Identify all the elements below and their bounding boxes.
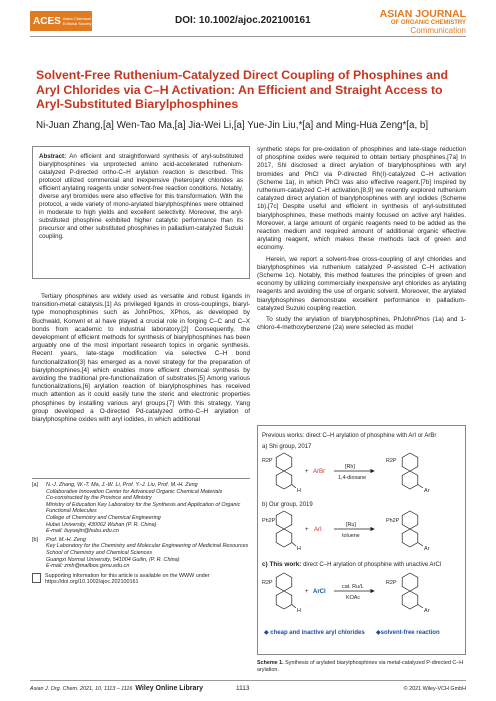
scheme-c-plus: + <box>305 589 309 595</box>
scheme-c-product-r2p: R2P <box>386 580 397 586</box>
scheme-1-caption <box>257 660 466 673</box>
scheme-b-product <box>402 511 423 547</box>
scheme-a-product <box>402 453 423 489</box>
footnote-line: Collaborative Innovation Center for Advanced Organic Chemical Materials <box>46 488 223 495</box>
scheme-c-reagent: ArCl <box>313 589 326 595</box>
scheme-c-label-bold: c) This work: <box>262 561 302 568</box>
scheme-a-product-r2p: R2P <box>386 458 397 464</box>
header-divider <box>30 36 466 37</box>
scheme-c-catalyst: cat. Ru/L <box>342 584 364 590</box>
footnote-label: [a] <box>32 482 38 488</box>
footnote-email[interactable]: E-mail: zmh@mailbox.gxnu.edu.cn <box>46 563 130 570</box>
scheme-a-plus: + <box>305 469 309 475</box>
author-list: Ni-Juan Zhang,[a] Wen-Tao Ma,[a] Jia-Wei Li,[a] Yue-Jin Liu,*[a] and Ming-Hua Zeng*[a, b] <box>36 120 429 131</box>
caption-text: Synthesis of arylated biarylphosphines via metal-catalyzed P-directed C–H arylation. <box>257 660 464 673</box>
footnote-line: N.-J. Zhang, W.-T. Ma, J.-W. Li, Prof. Y.-J. Liu, Prof. M.-H. Zeng <box>46 482 198 488</box>
body-paragraph: Tertiary phosphines are widely used as versatile and robust ligands in transition-metal catalysis.[1] As privileged ligands in cross-couplings, biaryl-type monophosphines such as JohnPhos, XPhos, as developed by Buchwald, Konwnl et al have played a crucial role in forging C–C and C–X bonds from academic to industrial laboratory.[2] Consequently, the development of efficient methods for synthesis of biarylphosphines has been arguably one of the most important research topics in organic synthesis. Recent years, late-stage modification via selective C–H bond functionalization[3] has emerged as a novel strategy for the preparation of biarylphosphines,[4] which enables more efficient chemical synthesis by avoiding the traditional pre-functionalization of substrates.[5] Among various functionalizations,[6] arylation reaction of biarylphosphines has received much attention as it could easily tune the steric and electronic properties phosphines by installing various aryl groups.[7] With this strategy, Yang group developed a O-directed Pd-catalyzed ortho-C–H arylation of biarylphosphine oxides with aryl iodides, in which additional <box>32 293 250 424</box>
footnote-line: College of Chemistry and Chemical Engineering <box>46 514 161 521</box>
scheme-c-label <box>262 561 441 568</box>
scheme-c-product-ar: Ar <box>424 608 430 614</box>
scheme-c-r2p: R2P <box>262 580 273 586</box>
scheme-b-solvent: toluene <box>342 533 360 539</box>
publisher-logo: ACES Asian Chemical Editorial Society <box>30 11 92 31</box>
scheme-highlight-solvent-free: ◆solvent-free reaction <box>376 630 440 636</box>
footnote-line: Prof. M.-H. Zeng <box>46 536 86 543</box>
supporting-info-note <box>32 573 250 586</box>
journal-name: ASIAN JOURNAL <box>379 8 466 20</box>
caption-label: Scheme 1. <box>257 660 284 666</box>
scheme-a-h: H <box>297 488 301 494</box>
footnote-a <box>32 482 250 535</box>
page-number: 1113 <box>236 685 250 692</box>
scheme-b-ph2p: Ph2P <box>262 518 276 524</box>
footer-citation <box>30 685 203 692</box>
body-right-column <box>257 146 466 332</box>
scheme-c-product <box>402 573 423 609</box>
scheme-b-catalyst: [Ru] <box>346 522 356 528</box>
body-paragraph: synthetic steps for pre-oxidation of phosphines and late-stage reduction of phosphine oxides were required to obtain tertiary phosphines.[7a] In 2017, Shi disclosed a direct arylation of biarylphosphines with aryl bromides and PhCl via P-directed Rh(I)-catalyzed C–H activation (Scheme 1a), in which PhCl was also effective reagent.[7b] Inspired by ruthenium-catalyzed C–H activation,[8,9] we recently explored ruthenium catalyzed direct arylation of biarylphosphines with aryl iodides (Scheme 1b).[7c] Despite useful and efficient in synthesis of aryl-substituted biarylphosphines, these methods mainly focused on active aryl halides. Moreover, a large amount of organic reagents need to be added as the reaction medium and required amount of additional organic effective arylating reagent, which makes these methods lack of green and economy. <box>257 146 466 252</box>
scheme-c-h: H <box>297 608 301 614</box>
scheme-highlight-chlorides: ◆ cheap and inactive aryl chlorides <box>264 630 365 636</box>
scheme-a-catalyst: [Rh] <box>345 464 355 470</box>
scheme-b-product-ar: Ar <box>424 546 430 552</box>
scheme-c-solvent: KOAc <box>346 595 361 601</box>
scheme-b-h: H <box>297 546 301 552</box>
scheme-b-plus: + <box>305 527 309 533</box>
scheme-drawing <box>258 426 467 656</box>
footnote-email[interactable]: E-mail: liuyuejin@hubu.edu.cn <box>46 528 119 535</box>
document-icon <box>32 573 41 583</box>
scheme-a-reagent: ArBr <box>313 469 325 475</box>
footnote-line: Hubei University, 430062 Wuhan (P. R. China) <box>46 521 157 528</box>
footnote-line: Guangxi Normal University, 541004 Guilin, (P. R. China) <box>46 556 180 563</box>
scheme-heading: Previous works: direct C–H arylation of phosphine with ArI or ArBr <box>262 433 437 439</box>
body-paragraph: To study the arylation of biarylphosphines, PhJohnPhos (1a) and 1-chloro-4-methoxybenzene (2a) were selected as model <box>257 316 466 332</box>
journal-logo <box>380 8 466 35</box>
footer-divider <box>30 680 466 681</box>
scheme-a-solvent: 1,4-dioxane <box>338 475 367 481</box>
footnote-line: School of Chemistry and Chemical Sciences <box>46 549 153 556</box>
footnote-line: Key Laboratory for the Chemistry and Molecular Engineering of Medicinal Resources <box>46 543 249 550</box>
abstract-label: Abstract: <box>39 153 67 160</box>
scheme-b-substrate <box>276 511 296 547</box>
article-type: Communication <box>410 26 466 35</box>
citation-text: Asian J. Org. Chem. 2021, 10, 1113 – 1116 <box>30 685 133 692</box>
affiliation-footnotes <box>32 482 250 586</box>
footnote-label: [b] <box>32 536 38 543</box>
wiley-online-library-link[interactable]: Wiley Online Library <box>135 685 204 692</box>
scheme-a-substrate <box>276 453 296 489</box>
doi-link[interactable]: DOI: 10.1002/ajoc.202100161 <box>175 15 311 26</box>
supporting-info-link[interactable]: Supporting information for this article is available on the WWW under https://doi.org/10.1002/ajoc.202100161 <box>45 572 210 586</box>
scheme-a-r2p: R2P <box>262 458 273 464</box>
body-left-column <box>32 293 250 424</box>
scheme-1-figure <box>257 425 466 655</box>
scheme-c-label-rest: direct C–H arylation of phosphine with unactive ArCl <box>301 562 442 568</box>
body-paragraph: Herein, we report a solvent-free cross-coupling of aryl chlorides and biarylphosphines via ruthenium catalyzed P-assisted C–H activation (Scheme 1c). Notably, this method features the principles of green and economy by utilizing commercially inexpensive aryl chlorides as arylating reagents and avoiding the use of organic solvent. Moreover, the arylated biarylphosphines demonstrate excellent performance in palladium-catalyzed Suzuki coupling reaction. <box>257 255 466 312</box>
footnote-b <box>32 537 250 570</box>
journal-name-sub: OF ORGANIC CHEMISTRY <box>390 20 466 26</box>
abstract-text: An efficient and straightforward synthesis of aryl-substituted biarylphosphines via unprotected amino acid-accelerated ruthenium-catalyzed P-directed ortho-C–H arylation reaction is described. This protocol utilized commercial and inexpensive (hetero)aryl chlorides as efficient arylating reagents under solvent-free reaction conditions. Notably, diverse aryl bromides were also effective for this transformation. With the protocol, a wide variety of mono-arylated biarylphosphines were obtained in moderate to high yields and excellent selectivity. Moreover, the aryl-substituted phosphine exhibited higher catalytic performance than its precursor and other substituted phosphines in palladium-catalyzed Suzuki coupling. <box>39 153 243 241</box>
footnote-divider <box>32 478 250 479</box>
footnote-line: Ministry of Education Key Laboratory for the Synthesis and Application of Organic Functional Molecules <box>46 501 241 515</box>
footnote-line: Co-constructed by the Province and Ministry <box>46 495 152 502</box>
publisher-logo-sub: Asian Chemical Editorial Society <box>62 16 92 26</box>
scheme-b-label: b) Our group, 2019 <box>262 502 313 508</box>
scheme-a-product-ar: Ar <box>424 488 430 494</box>
abstract-box <box>32 146 250 279</box>
scheme-a-label: a) Shi group, 2017 <box>262 444 312 450</box>
copyright: © 2021 Wiley-VCH GmbH <box>403 686 466 692</box>
scheme-b-product-ph2p: Ph2P <box>386 518 400 524</box>
scheme-c-substrate <box>276 573 296 609</box>
scheme-b-reagent: ArI <box>314 527 322 533</box>
article-title: Solvent-Free Ruthenium-Catalyzed Direct Coupling of Phosphines and Aryl Chlorides via C–H Activation: An Efficient and Straight Access to Aryl-Substituted Biarylphosphines <box>36 68 448 111</box>
